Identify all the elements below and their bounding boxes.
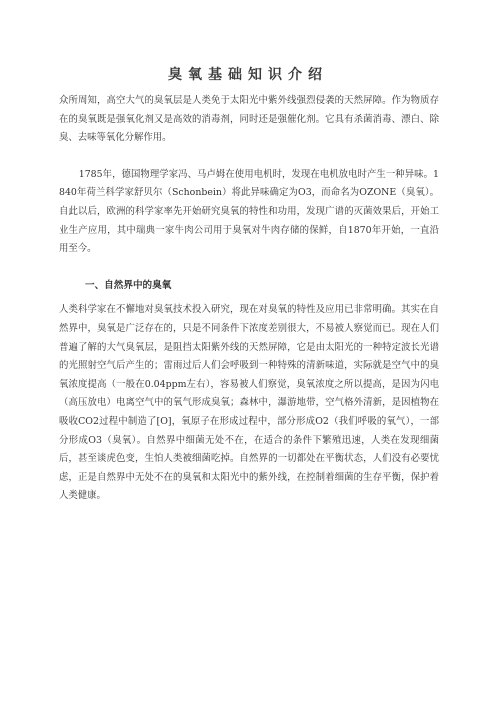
section-heading: 一、自然界中的臭氧 — [85, 279, 172, 291]
paragraph-spacer — [59, 148, 439, 166]
intro-paragraph: 众所周知，高空大气的臭氧层是人类免于太阳光中紫外线强烈侵袭的天然屏障。作为物质存在的臭氧既是强氧化剂又是高效的消毒剂，同时还是强催化剂。它具有杀菌消毒、漂白、除臭、去味等氧化分解作用。 — [59, 95, 439, 144]
document-title: 臭氧基础知识介绍 — [168, 67, 328, 83]
section-paragraph: 人类科学家在不懈地对臭氧技术投入研究，现在对臭氧的特性及应用已非常明确。其实在自然界中，臭氧是广泛存在的，只是不同条件下浓度差别很大，不易被人察觉而已。现在人们普遍了解的大气臭氧层，是阻挡太阳紫外线的天然屏障，它是由太阳光的一种特定波长光谱的光照射空气后产生的；雷雨过后人们会呼吸到一种特殊的清新味道，实际就是空气中的臭氧浓度提高（一般在0.04ppm左右），容易被人们察觉，臭氧浓度之所以提高，是因为闪电（高压放电）电离空气中的氧气形成臭氧；森林中，瀑游地带，空气格外清新，是因植物在吸收CO2过程中制造了[O]，氧原子在形成过程中，部分形成O2（我们呼吸的氧气），一部分形成O3（臭氧）。自然界中细菌无处不在，在适合的条件下繁殖迅速，人类在发现细菌后，甚至谈虎色变，生怕人类被细菌吃掉。自然界的一切都处在平衡状态，人们没有必要忧虑，正是自然界中无处不在的臭氧和太阳光中的紫外线，在控制着细菌的生存平衡，保护着人类健康。 — [59, 304, 439, 502]
history-paragraph: 1785年，德国物理学家冯、马卢姆在使用电机时，发现在电机放电时产生一种异味。1840年荷兰科学家舒贝尔（Schonbein）将此异味确定为O3，而命名为OZONE（臭氧）。自此以后，欧洲的科学家率先开始研究臭氧的特性和功用，发现广谱的灭菌效果后，开始工业生产应用，其中瑞典一家牛肉公司用于臭氧对牛肉存储的保鲜，自1870年开始，一直沿用至今。 — [59, 168, 439, 255]
paragraph-spacer — [59, 259, 439, 277]
document-body — [59, 92, 439, 506]
